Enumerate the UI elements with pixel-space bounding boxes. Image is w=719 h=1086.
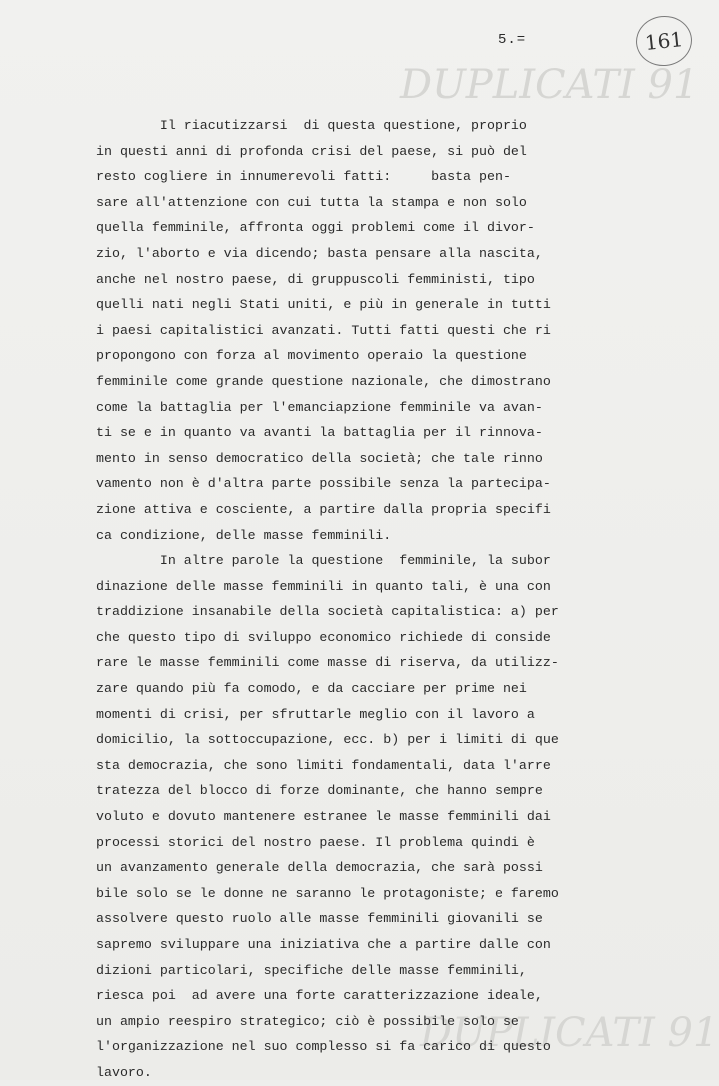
- text-line: lavoro.: [96, 1064, 152, 1080]
- text-line: sare all'attenzione con cui tutta la stampa e non solo: [96, 194, 527, 210]
- text-line: rare le masse femminili come masse di riserva, da utilizz-: [96, 655, 559, 671]
- text-line: voluto e dovuto mantenere estranee le masse femminili dai: [96, 809, 551, 825]
- text-line: propongono con forza al movimento operaio la questione: [96, 348, 527, 364]
- text-line: femminile come grande questione nazionale, che dimostrano: [96, 373, 551, 389]
- text-line: tratezza del blocco di forze dominante, che hanno sempre: [96, 783, 543, 799]
- text-line: un ampio reespiro strategico; ciò è possibile solo se: [96, 1013, 519, 1029]
- text-line: riesca poi ad avere una forte caratterizzazione ideale,: [96, 988, 543, 1004]
- archive-stamp: 161: [634, 13, 695, 69]
- text-line: vamento non è d'altra parte possibile senza la partecipa-: [96, 476, 551, 492]
- text-line: ti se e in quanto va avanti la battaglia per il rinnova-: [96, 425, 543, 441]
- text-line: zio, l'aborto e via dicendo; basta pensare alla nascita,: [96, 245, 543, 261]
- text-line: domicilio, la sottoccupazione, ecc. b) per i limiti di que: [96, 732, 559, 748]
- text-line: zione attiva e cosciente, a partire dalla propria specifi: [96, 501, 551, 517]
- text-line: ca condizione, delle masse femminili.: [96, 527, 392, 543]
- text-line: traddizione insanabile della società capitalistica: a) per: [96, 604, 559, 620]
- text-line: un avanzamento generale della democrazia, che sarà possi: [96, 860, 543, 876]
- text-line: che questo tipo di sviluppo economico richiede di conside: [96, 629, 551, 645]
- body-text: [96, 113, 576, 1086]
- text-line: Il riacutizzarsi di questa questione, proprio: [96, 118, 527, 133]
- bleed-through-bottom: DUPLICATI 91: [420, 1010, 719, 1056]
- text-line: come la battaglia per l'emanciapzione femminile va avan-: [96, 399, 543, 415]
- text-line: In altre parole la questione femminile, la subor: [96, 553, 551, 569]
- text-line: dinazione delle masse femminili in quanto tali, è una con: [96, 578, 551, 594]
- paragraph-1: [96, 113, 576, 548]
- text-line: anche nel nostro paese, di gruppuscoli femministi, tipo: [96, 271, 535, 287]
- text-line: l'organizzazione nel suo complesso si fa carico di questo: [96, 1039, 551, 1055]
- text-line: in questi anni di profonda crisi del paese, si può del: [96, 143, 527, 159]
- text-line: dizioni particolari, specifiche delle masse femminili,: [96, 962, 527, 978]
- text-line: processi storici del nostro paese. Il problema quindi è: [96, 834, 535, 850]
- text-line: sapremo sviluppare una iniziativa che a partire dalle con: [96, 937, 551, 952]
- text-line: resto cogliere in innumerevoli fatti: basta pen-: [96, 169, 511, 185]
- text-line: bile solo se le donne ne saranno le protagoniste; e faremo: [96, 885, 559, 901]
- bleed-through-top: DUPLICATI 91: [400, 62, 699, 108]
- page-number: 5.=: [498, 32, 527, 48]
- text-line: assolvere questo ruolo alle masse femminili giovanili se: [96, 911, 543, 927]
- text-line: sta democrazia, che sono limiti fondamentali, data l'arre: [96, 757, 551, 773]
- text-line: momenti di crisi, per sfruttarle meglio con il lavoro a: [96, 706, 535, 722]
- text-line: zare quando più fa comodo, e da cacciare per prime nei: [96, 681, 527, 697]
- text-line: i paesi capitalistici avanzati. Tutti fatti questi che ri: [96, 322, 551, 338]
- text-line: quella femminile, affronta oggi problemi come il divor-: [96, 220, 535, 236]
- text-line: mento in senso democratico della società; che tale rinno: [96, 450, 543, 466]
- text-line: quelli nati negli Stati uniti, e più in generale in tutti: [96, 297, 551, 313]
- paragraph-2: [96, 548, 576, 1085]
